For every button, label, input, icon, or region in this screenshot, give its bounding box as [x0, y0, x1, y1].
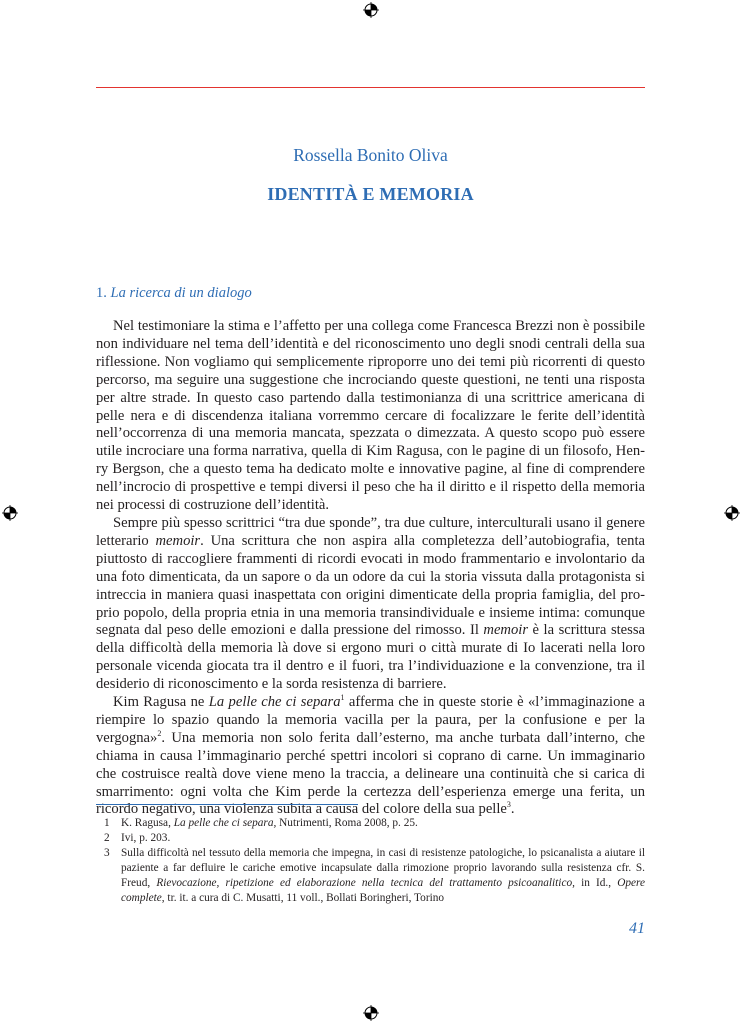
footnote-ref[interactable]: 1	[340, 693, 345, 703]
paragraph-text: Sempre più spesso scrittrici “tra due sponde”, tra due culture, interculturali usano il genere letterario	[96, 514, 645, 549]
footnote-ref[interactable]: 2	[157, 728, 162, 738]
paragraph-text: . Una memoria non solo ferita dall’esterno, ma anche turbata dall’interno, che chiama in causa l’immaginario perché spettri incolori si coprano di carne. Un immaginario che costruisce realtà dove viene meno la traccia, a delineare una continuità che si carica di smarrimento: ogni volta che Kim perde la certezza dell’esperienza emerge una ferita, un ricordo negativo, una violenza subita a causa del colore della sua pelle	[96, 729, 645, 818]
footnote	[96, 816, 645, 831]
section-title: La ricerca di un dialogo	[110, 285, 252, 301]
paragraph-text: è la scrittura stessa della difficoltà della memoria là dove si ergono muri o città murate di Io lacerati nella loro personale vicenda giocata tra il dentro e il fuori, tra l’individuazione e la convenzione, tra il desiderio di riconoscimento e la sorda resistenza di barriere.	[96, 622, 645, 693]
paragraph	[96, 694, 645, 819]
footnotes	[96, 816, 645, 906]
footnote-text: K. Ragusa, La pelle che ci separa, Nutrimenti, Roma 2008, p. 25.	[121, 817, 418, 829]
footnote	[96, 831, 645, 846]
footnote-number: 1	[104, 817, 110, 829]
footnote-ref[interactable]: 3	[506, 800, 511, 810]
paragraph-text: . Una scrittura che non aspira alla completezza dell’autobiografia, tenta piuttosto di raccogliere frammenti di ricordi evocati in modo frammentario e involontario da una foto dimenticata, da un sapore o da un odore da cui la storia vissuta dalla protagonista si intreccia in maniera quasi inaspettata con origini dimenticate della propria famiglia, del proprio popolo, della propria etnia in una memoria transindividuale e insieme intima: comunque segnata dal peso delle emozioni e dalla pressione del rimosso. Il	[96, 532, 645, 639]
registration-mark-icon	[2, 505, 18, 521]
page-number: 41	[629, 920, 645, 937]
book-title: La pelle che ci separa	[208, 694, 341, 711]
body-text	[96, 318, 645, 819]
registration-mark-icon	[363, 2, 379, 18]
footnote-number: 3	[104, 847, 110, 859]
footnote	[96, 846, 645, 906]
footnote-rule	[96, 804, 358, 805]
top-rule	[96, 87, 645, 88]
section-heading	[96, 285, 252, 302]
section-number: 1.	[96, 285, 107, 301]
footnote-text: Sulla difficoltà nel tessuto della memoria che impegna, in casi di resistenze patologiche, lo psicanalista a aiutare il paziente a far defluire le cariche emotive incapsulate dalla rimozione proprio lavorando sulla resistenza cfr. S. Freud, Rievocazione, ripetizione ed elaborazione nella tecnica del trattamento psicoanalitico, in Id., Opere complete, tr. it. a cura di C. Musatti, 11 voll., Bollati Boringheri, Torino	[121, 847, 645, 904]
italic-term: memoir	[155, 532, 201, 549]
registration-mark-icon	[724, 505, 740, 521]
italic-term: memoir	[483, 622, 528, 639]
paragraph	[96, 515, 645, 694]
paragraph-text: Kim Ragusa ne	[113, 694, 209, 711]
footnote-number: 2	[104, 832, 110, 844]
paragraph-text: Nel testimoniare la stima e l’affetto per una collega come Francesca Brezzi non è possibile non individuare nel tema dell’identità e del riconoscimento uno degli snodi centrali della sua riflessione. Non vogliamo qui semplicemente riproporre uno dei temi più ricorrenti di questo percorso, ma seguire una suggestione che incrociando queste questioni, ne tenti una risposta per altre strade. In questo caso partendo dalla testimonianza di una scrittrice americana di pelle nera e di discendenza italiana vorremmo cercare di focalizzare le ferite dell’identità nell’occorrenza di una memoria mancata, spezzata o dimezzata. A questo scopo può essere utile incrociare una forma narrativa, quella di Kim Ragusa, con le pagine di un filosofo, Henry Bergson, che a questo tema ha dedicato molte e innovative pagine, al fine di comprendere nell’incrocio di prospettive e tempi diversi il peso che ha il diritto e il rispetto della memoria nei processi di costruzione dell’identità.	[96, 318, 645, 514]
chapter-title: IDENTITÀ E MEMORIA	[267, 184, 474, 204]
author-name: Rossella Bonito Oliva	[293, 145, 448, 165]
paragraph-text: afferma che in queste storie è «l’immaginazione a riempire lo spazio quando la memoria vacilla per la paura, per la confusione e per la vergogna»	[96, 694, 645, 746]
paragraph-text: .	[510, 801, 515, 818]
footnote-text: Ivi, p. 203.	[121, 832, 171, 844]
registration-mark-icon	[363, 1005, 379, 1021]
paragraph	[96, 318, 645, 515]
